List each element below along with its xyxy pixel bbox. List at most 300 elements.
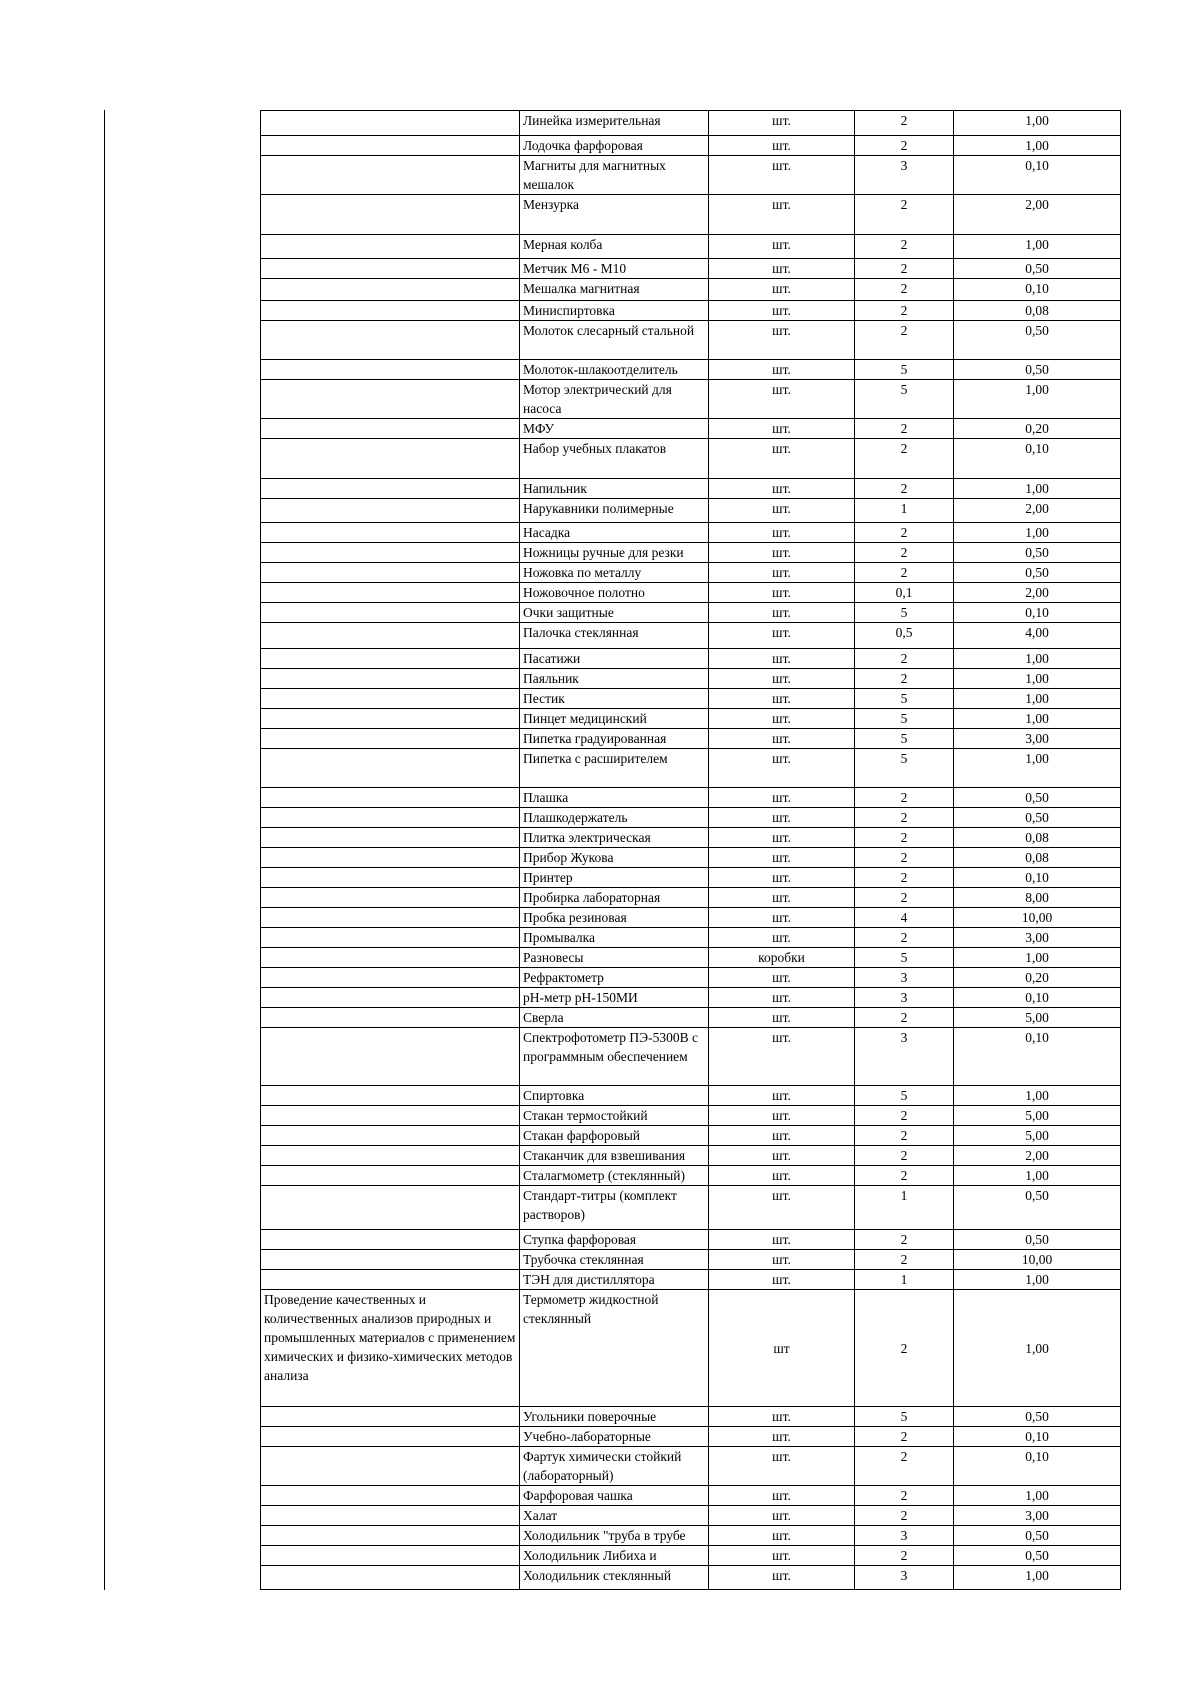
- item-name-cell: Угольники поверочные: [520, 1407, 709, 1427]
- quantity-cell: 2: [855, 1230, 954, 1250]
- item-name-cell: pH-метр pH-150МИ: [520, 988, 709, 1008]
- unit-cell: шт.: [709, 1506, 855, 1526]
- unit-cell: шт.: [709, 689, 855, 709]
- table-row: [261, 988, 1121, 1008]
- section-cell: [261, 1028, 520, 1086]
- item-name-cell: Мотор электрический для насоса: [520, 380, 709, 419]
- table-row: [261, 563, 1121, 583]
- table-row: [261, 439, 1121, 479]
- section-cell: [261, 623, 520, 649]
- unit-cell: шт.: [709, 1407, 855, 1427]
- item-name-cell: Термометр жидкостной стеклянный: [520, 1290, 709, 1407]
- table-row: [261, 301, 1121, 321]
- section-cell: [261, 808, 520, 828]
- item-name-cell: Пестик: [520, 689, 709, 709]
- norm-cell: 3,00: [954, 1506, 1121, 1526]
- section-cell: [261, 729, 520, 749]
- quantity-cell: 2: [855, 136, 954, 156]
- item-name-cell: Насадка: [520, 523, 709, 543]
- quantity-cell: 1: [855, 499, 954, 523]
- item-name-cell: Мерная колба: [520, 235, 709, 259]
- norm-cell: 2,00: [954, 583, 1121, 603]
- norm-cell: 0,50: [954, 808, 1121, 828]
- norm-cell: 1,00: [954, 111, 1121, 136]
- item-name-cell: Молоток слесарный стальной: [520, 321, 709, 360]
- unit-cell: шт.: [709, 1526, 855, 1546]
- quantity-cell: 3: [855, 156, 954, 195]
- quantity-cell: 2: [855, 1146, 954, 1166]
- norm-cell: 0,10: [954, 439, 1121, 479]
- quantity-cell: 5: [855, 1086, 954, 1106]
- table-row: [261, 689, 1121, 709]
- item-name-cell: Метчик М6 - М10: [520, 259, 709, 279]
- left-margin-rule: [104, 110, 105, 1590]
- norm-cell: 1,00: [954, 1566, 1121, 1590]
- quantity-cell: 5: [855, 948, 954, 968]
- section-cell: [261, 1166, 520, 1186]
- table-row: [261, 235, 1121, 259]
- table-row: [261, 136, 1121, 156]
- section-cell: [261, 649, 520, 669]
- unit-cell: шт.: [709, 380, 855, 419]
- norm-cell: 0,08: [954, 848, 1121, 868]
- table-row: [261, 948, 1121, 968]
- quantity-cell: 2: [855, 669, 954, 689]
- section-cell: [261, 279, 520, 301]
- unit-cell: шт.: [709, 1106, 855, 1126]
- quantity-cell: 5: [855, 360, 954, 380]
- table-row: [261, 1186, 1121, 1230]
- table-row: [261, 1427, 1121, 1447]
- quantity-cell: 2: [855, 928, 954, 948]
- quantity-cell: 2: [855, 1546, 954, 1566]
- norm-cell: 1,00: [954, 1290, 1121, 1407]
- item-name-cell: Ступка фарфоровая: [520, 1230, 709, 1250]
- unit-cell: шт.: [709, 1028, 855, 1086]
- norm-cell: 0,10: [954, 988, 1121, 1008]
- item-name-cell: Палочка стеклянная: [520, 623, 709, 649]
- item-name-cell: Трубочка стеклянная: [520, 1250, 709, 1270]
- item-name-cell: Мензурка: [520, 195, 709, 235]
- quantity-cell: 5: [855, 749, 954, 788]
- table-row: [261, 1407, 1121, 1427]
- table-row: [261, 360, 1121, 380]
- item-name-cell: Халат: [520, 1506, 709, 1526]
- table-row: [261, 479, 1121, 499]
- quantity-cell: 2: [855, 1427, 954, 1447]
- unit-cell: шт.: [709, 419, 855, 439]
- unit-cell: шт.: [709, 828, 855, 848]
- unit-cell: шт.: [709, 1166, 855, 1186]
- item-name-cell: Сталагмометр (стеклянный): [520, 1166, 709, 1186]
- norm-cell: 1,00: [954, 235, 1121, 259]
- section-cell: [261, 543, 520, 563]
- section-cell: [261, 523, 520, 543]
- unit-cell: шт.: [709, 603, 855, 623]
- unit-cell: шт.: [709, 523, 855, 543]
- unit-cell: шт.: [709, 928, 855, 948]
- norm-cell: 0,10: [954, 1447, 1121, 1486]
- section-cell: [261, 301, 520, 321]
- section-cell: [261, 908, 520, 928]
- norm-cell: 0,50: [954, 321, 1121, 360]
- item-name-cell: МФУ: [520, 419, 709, 439]
- section-cell: [261, 1106, 520, 1126]
- table-row: [261, 1546, 1121, 1566]
- equipment-table: [260, 110, 1121, 1590]
- table-row: [261, 1146, 1121, 1166]
- section-cell: [261, 235, 520, 259]
- unit-cell: шт.: [709, 1230, 855, 1250]
- section-cell: [261, 988, 520, 1008]
- quantity-cell: 4: [855, 908, 954, 928]
- table-row: [261, 156, 1121, 195]
- table-row: [261, 1526, 1121, 1546]
- section-cell: [261, 195, 520, 235]
- item-name-cell: Миниспиртовка: [520, 301, 709, 321]
- unit-cell: шт.: [709, 259, 855, 279]
- norm-cell: 1,00: [954, 136, 1121, 156]
- section-cell: [261, 888, 520, 908]
- section-cell: [261, 1407, 520, 1427]
- section-cell: [261, 111, 520, 136]
- table-row: [261, 321, 1121, 360]
- section-cell: [261, 689, 520, 709]
- norm-cell: 10,00: [954, 908, 1121, 928]
- unit-cell: шт.: [709, 499, 855, 523]
- unit-cell: шт.: [709, 301, 855, 321]
- unit-cell: шт.: [709, 1447, 855, 1486]
- section-cell: [261, 788, 520, 808]
- table-row: [261, 623, 1121, 649]
- quantity-cell: 2: [855, 235, 954, 259]
- quantity-cell: 2: [855, 543, 954, 563]
- table-row: [261, 583, 1121, 603]
- section-cell: Проведение качественных и количественных анализов природных и промышленных материалов с применением химических и физико-химических методов анализа: [261, 1290, 520, 1407]
- section-cell: [261, 136, 520, 156]
- unit-cell: шт.: [709, 1008, 855, 1028]
- norm-cell: 0,10: [954, 1427, 1121, 1447]
- section-cell: [261, 1008, 520, 1028]
- quantity-cell: 2: [855, 111, 954, 136]
- item-name-cell: Учебно-лабораторные: [520, 1427, 709, 1447]
- unit-cell: шт.: [709, 623, 855, 649]
- table-row: [261, 749, 1121, 788]
- item-name-cell: Промывалка: [520, 928, 709, 948]
- unit-cell: шт.: [709, 1566, 855, 1590]
- item-name-cell: Магниты для магнитных мешалок: [520, 156, 709, 195]
- table-row: [261, 195, 1121, 235]
- quantity-cell: 2: [855, 1166, 954, 1186]
- item-name-cell: Лодочка фарфоровая: [520, 136, 709, 156]
- norm-cell: 0,50: [954, 259, 1121, 279]
- item-name-cell: Спиртовка: [520, 1086, 709, 1106]
- table-row: [261, 1230, 1121, 1250]
- norm-cell: 0,50: [954, 1230, 1121, 1250]
- item-name-cell: Линейка измерительная: [520, 111, 709, 136]
- unit-cell: коробки: [709, 948, 855, 968]
- item-name-cell: Пипетка градуированная: [520, 729, 709, 749]
- table-row: [261, 1486, 1121, 1506]
- section-cell: [261, 1086, 520, 1106]
- quantity-cell: 3: [855, 1566, 954, 1590]
- section-cell: [261, 603, 520, 623]
- unit-cell: шт.: [709, 709, 855, 729]
- unit-cell: шт.: [709, 543, 855, 563]
- table-row: [261, 259, 1121, 279]
- table-row: [261, 499, 1121, 523]
- quantity-cell: 5: [855, 729, 954, 749]
- norm-cell: 0,10: [954, 868, 1121, 888]
- norm-cell: 10,00: [954, 1250, 1121, 1270]
- quantity-cell: 2: [855, 1290, 954, 1407]
- table-row: [261, 1447, 1121, 1486]
- item-name-cell: Фарфоровая чашка: [520, 1486, 709, 1506]
- item-name-cell: Плашкодержатель: [520, 808, 709, 828]
- section-cell: [261, 1447, 520, 1486]
- section-cell: [261, 1506, 520, 1526]
- quantity-cell: 2: [855, 301, 954, 321]
- section-cell: [261, 360, 520, 380]
- table-row: [261, 1126, 1121, 1146]
- norm-cell: 0,50: [954, 563, 1121, 583]
- section-cell: [261, 1250, 520, 1270]
- unit-cell: шт.: [709, 321, 855, 360]
- item-name-cell: Спектрофотометр ПЭ-5300В с программным обеспечением: [520, 1028, 709, 1086]
- norm-cell: 0,10: [954, 279, 1121, 301]
- norm-cell: 1,00: [954, 479, 1121, 499]
- quantity-cell: 2: [855, 828, 954, 848]
- quantity-cell: 2: [855, 419, 954, 439]
- unit-cell: шт.: [709, 1126, 855, 1146]
- table-row: [261, 968, 1121, 988]
- quantity-cell: 5: [855, 709, 954, 729]
- unit-cell: шт.: [709, 1546, 855, 1566]
- unit-cell: шт.: [709, 479, 855, 499]
- table-row: [261, 669, 1121, 689]
- norm-cell: 3,00: [954, 729, 1121, 749]
- table-row: [261, 788, 1121, 808]
- item-name-cell: Холодильник Либиха и: [520, 1546, 709, 1566]
- table-row: [261, 649, 1121, 669]
- section-cell: [261, 1230, 520, 1250]
- table-row: [261, 1166, 1121, 1186]
- quantity-cell: 5: [855, 1407, 954, 1427]
- item-name-cell: Стаканчик для взвешивания: [520, 1146, 709, 1166]
- section-cell: [261, 1126, 520, 1146]
- unit-cell: шт.: [709, 649, 855, 669]
- table-row: [261, 419, 1121, 439]
- table-row: [261, 279, 1121, 301]
- unit-cell: шт.: [709, 1427, 855, 1447]
- quantity-cell: 2: [855, 523, 954, 543]
- quantity-cell: 1: [855, 1186, 954, 1230]
- item-name-cell: Стакан фарфоровый: [520, 1126, 709, 1146]
- table-row: [261, 111, 1121, 136]
- norm-cell: 0,50: [954, 543, 1121, 563]
- section-cell: [261, 828, 520, 848]
- table-row: [261, 1290, 1121, 1407]
- norm-cell: 0,20: [954, 968, 1121, 988]
- quantity-cell: 2: [855, 888, 954, 908]
- quantity-cell: 2: [855, 195, 954, 235]
- unit-cell: шт.: [709, 808, 855, 828]
- norm-cell: 1,00: [954, 649, 1121, 669]
- table-row: [261, 1008, 1121, 1028]
- norm-cell: 0,10: [954, 603, 1121, 623]
- quantity-cell: 2: [855, 1126, 954, 1146]
- quantity-cell: 5: [855, 380, 954, 419]
- section-cell: [261, 380, 520, 419]
- quantity-cell: 2: [855, 321, 954, 360]
- norm-cell: 3,00: [954, 928, 1121, 948]
- item-name-cell: Нарукавники полимерные: [520, 499, 709, 523]
- quantity-cell: 2: [855, 788, 954, 808]
- unit-cell: шт.: [709, 848, 855, 868]
- quantity-cell: 2: [855, 563, 954, 583]
- quantity-cell: 1: [855, 1270, 954, 1290]
- norm-cell: 2,00: [954, 499, 1121, 523]
- table-row: [261, 928, 1121, 948]
- norm-cell: 1,00: [954, 1086, 1121, 1106]
- section-cell: [261, 439, 520, 479]
- quantity-cell: 3: [855, 1028, 954, 1086]
- item-name-cell: Стакан термостойкий: [520, 1106, 709, 1126]
- section-cell: [261, 1427, 520, 1447]
- unit-cell: шт.: [709, 788, 855, 808]
- table-row: [261, 709, 1121, 729]
- unit-cell: шт.: [709, 360, 855, 380]
- section-cell: [261, 156, 520, 195]
- item-name-cell: Паяльник: [520, 669, 709, 689]
- table-row: [261, 828, 1121, 848]
- unit-cell: шт.: [709, 749, 855, 788]
- item-name-cell: Пипетка с расширителем: [520, 749, 709, 788]
- table-row: [261, 1506, 1121, 1526]
- norm-cell: 0,50: [954, 360, 1121, 380]
- section-cell: [261, 968, 520, 988]
- quantity-cell: 3: [855, 988, 954, 1008]
- table-row: [261, 868, 1121, 888]
- unit-cell: шт: [709, 1290, 855, 1407]
- norm-cell: 1,00: [954, 948, 1121, 968]
- quantity-cell: 2: [855, 439, 954, 479]
- section-cell: [261, 669, 520, 689]
- quantity-cell: 2: [855, 868, 954, 888]
- norm-cell: 0,50: [954, 1546, 1121, 1566]
- section-cell: [261, 419, 520, 439]
- unit-cell: шт.: [709, 669, 855, 689]
- item-name-cell: Плашка: [520, 788, 709, 808]
- quantity-cell: 5: [855, 603, 954, 623]
- section-cell: [261, 1186, 520, 1230]
- unit-cell: шт.: [709, 988, 855, 1008]
- norm-cell: 5,00: [954, 1126, 1121, 1146]
- norm-cell: 5,00: [954, 1008, 1121, 1028]
- norm-cell: 0,08: [954, 301, 1121, 321]
- unit-cell: шт.: [709, 1146, 855, 1166]
- equipment-table-body: [261, 111, 1121, 1590]
- quantity-cell: 2: [855, 848, 954, 868]
- section-cell: [261, 1566, 520, 1590]
- norm-cell: 1,00: [954, 1166, 1121, 1186]
- unit-cell: шт.: [709, 1086, 855, 1106]
- norm-cell: 0,50: [954, 1526, 1121, 1546]
- unit-cell: шт.: [709, 195, 855, 235]
- unit-cell: шт.: [709, 968, 855, 988]
- item-name-cell: Принтер: [520, 868, 709, 888]
- item-name-cell: Пробирка лабораторная: [520, 888, 709, 908]
- quantity-cell: 3: [855, 1526, 954, 1546]
- section-cell: [261, 499, 520, 523]
- unit-cell: шт.: [709, 583, 855, 603]
- table-row: [261, 1566, 1121, 1590]
- quantity-cell: 0,5: [855, 623, 954, 649]
- table-row: [261, 1270, 1121, 1290]
- quantity-cell: 2: [855, 259, 954, 279]
- quantity-cell: 2: [855, 1106, 954, 1126]
- item-name-cell: Холодильник стеклянный: [520, 1566, 709, 1590]
- item-name-cell: Набор учебных плакатов: [520, 439, 709, 479]
- unit-cell: шт.: [709, 279, 855, 301]
- norm-cell: 8,00: [954, 888, 1121, 908]
- norm-cell: 1,00: [954, 709, 1121, 729]
- unit-cell: шт.: [709, 868, 855, 888]
- table-row: [261, 380, 1121, 419]
- unit-cell: шт.: [709, 1250, 855, 1270]
- section-cell: [261, 709, 520, 729]
- table-row: [261, 729, 1121, 749]
- quantity-cell: 2: [855, 1250, 954, 1270]
- quantity-cell: 3: [855, 968, 954, 988]
- section-cell: [261, 1546, 520, 1566]
- unit-cell: шт.: [709, 563, 855, 583]
- section-cell: [261, 1146, 520, 1166]
- section-cell: [261, 1486, 520, 1506]
- section-cell: [261, 321, 520, 360]
- item-name-cell: Фартук химически стойкий (лабораторный): [520, 1447, 709, 1486]
- quantity-cell: 0,1: [855, 583, 954, 603]
- item-name-cell: ТЭН для дистиллятора: [520, 1270, 709, 1290]
- table-row: [261, 1250, 1121, 1270]
- section-cell: [261, 583, 520, 603]
- item-name-cell: Пасатижи: [520, 649, 709, 669]
- table-row: [261, 888, 1121, 908]
- section-cell: [261, 928, 520, 948]
- unit-cell: шт.: [709, 888, 855, 908]
- item-name-cell: Сверла: [520, 1008, 709, 1028]
- quantity-cell: 2: [855, 649, 954, 669]
- norm-cell: 0,10: [954, 156, 1121, 195]
- table-row: [261, 1106, 1121, 1126]
- table-row: [261, 908, 1121, 928]
- norm-cell: 1,00: [954, 380, 1121, 419]
- table-row: [261, 808, 1121, 828]
- norm-cell: 1,00: [954, 523, 1121, 543]
- norm-cell: 1,00: [954, 1270, 1121, 1290]
- quantity-cell: 2: [855, 1486, 954, 1506]
- item-name-cell: Ножовочное полотно: [520, 583, 709, 603]
- norm-cell: 0,50: [954, 1407, 1121, 1427]
- item-name-cell: Ножовка по металлу: [520, 563, 709, 583]
- unit-cell: шт.: [709, 908, 855, 928]
- item-name-cell: Стандарт-титры (комплект растворов): [520, 1186, 709, 1230]
- norm-cell: 4,00: [954, 623, 1121, 649]
- unit-cell: шт.: [709, 235, 855, 259]
- table-row: [261, 848, 1121, 868]
- quantity-cell: 2: [855, 279, 954, 301]
- unit-cell: шт.: [709, 439, 855, 479]
